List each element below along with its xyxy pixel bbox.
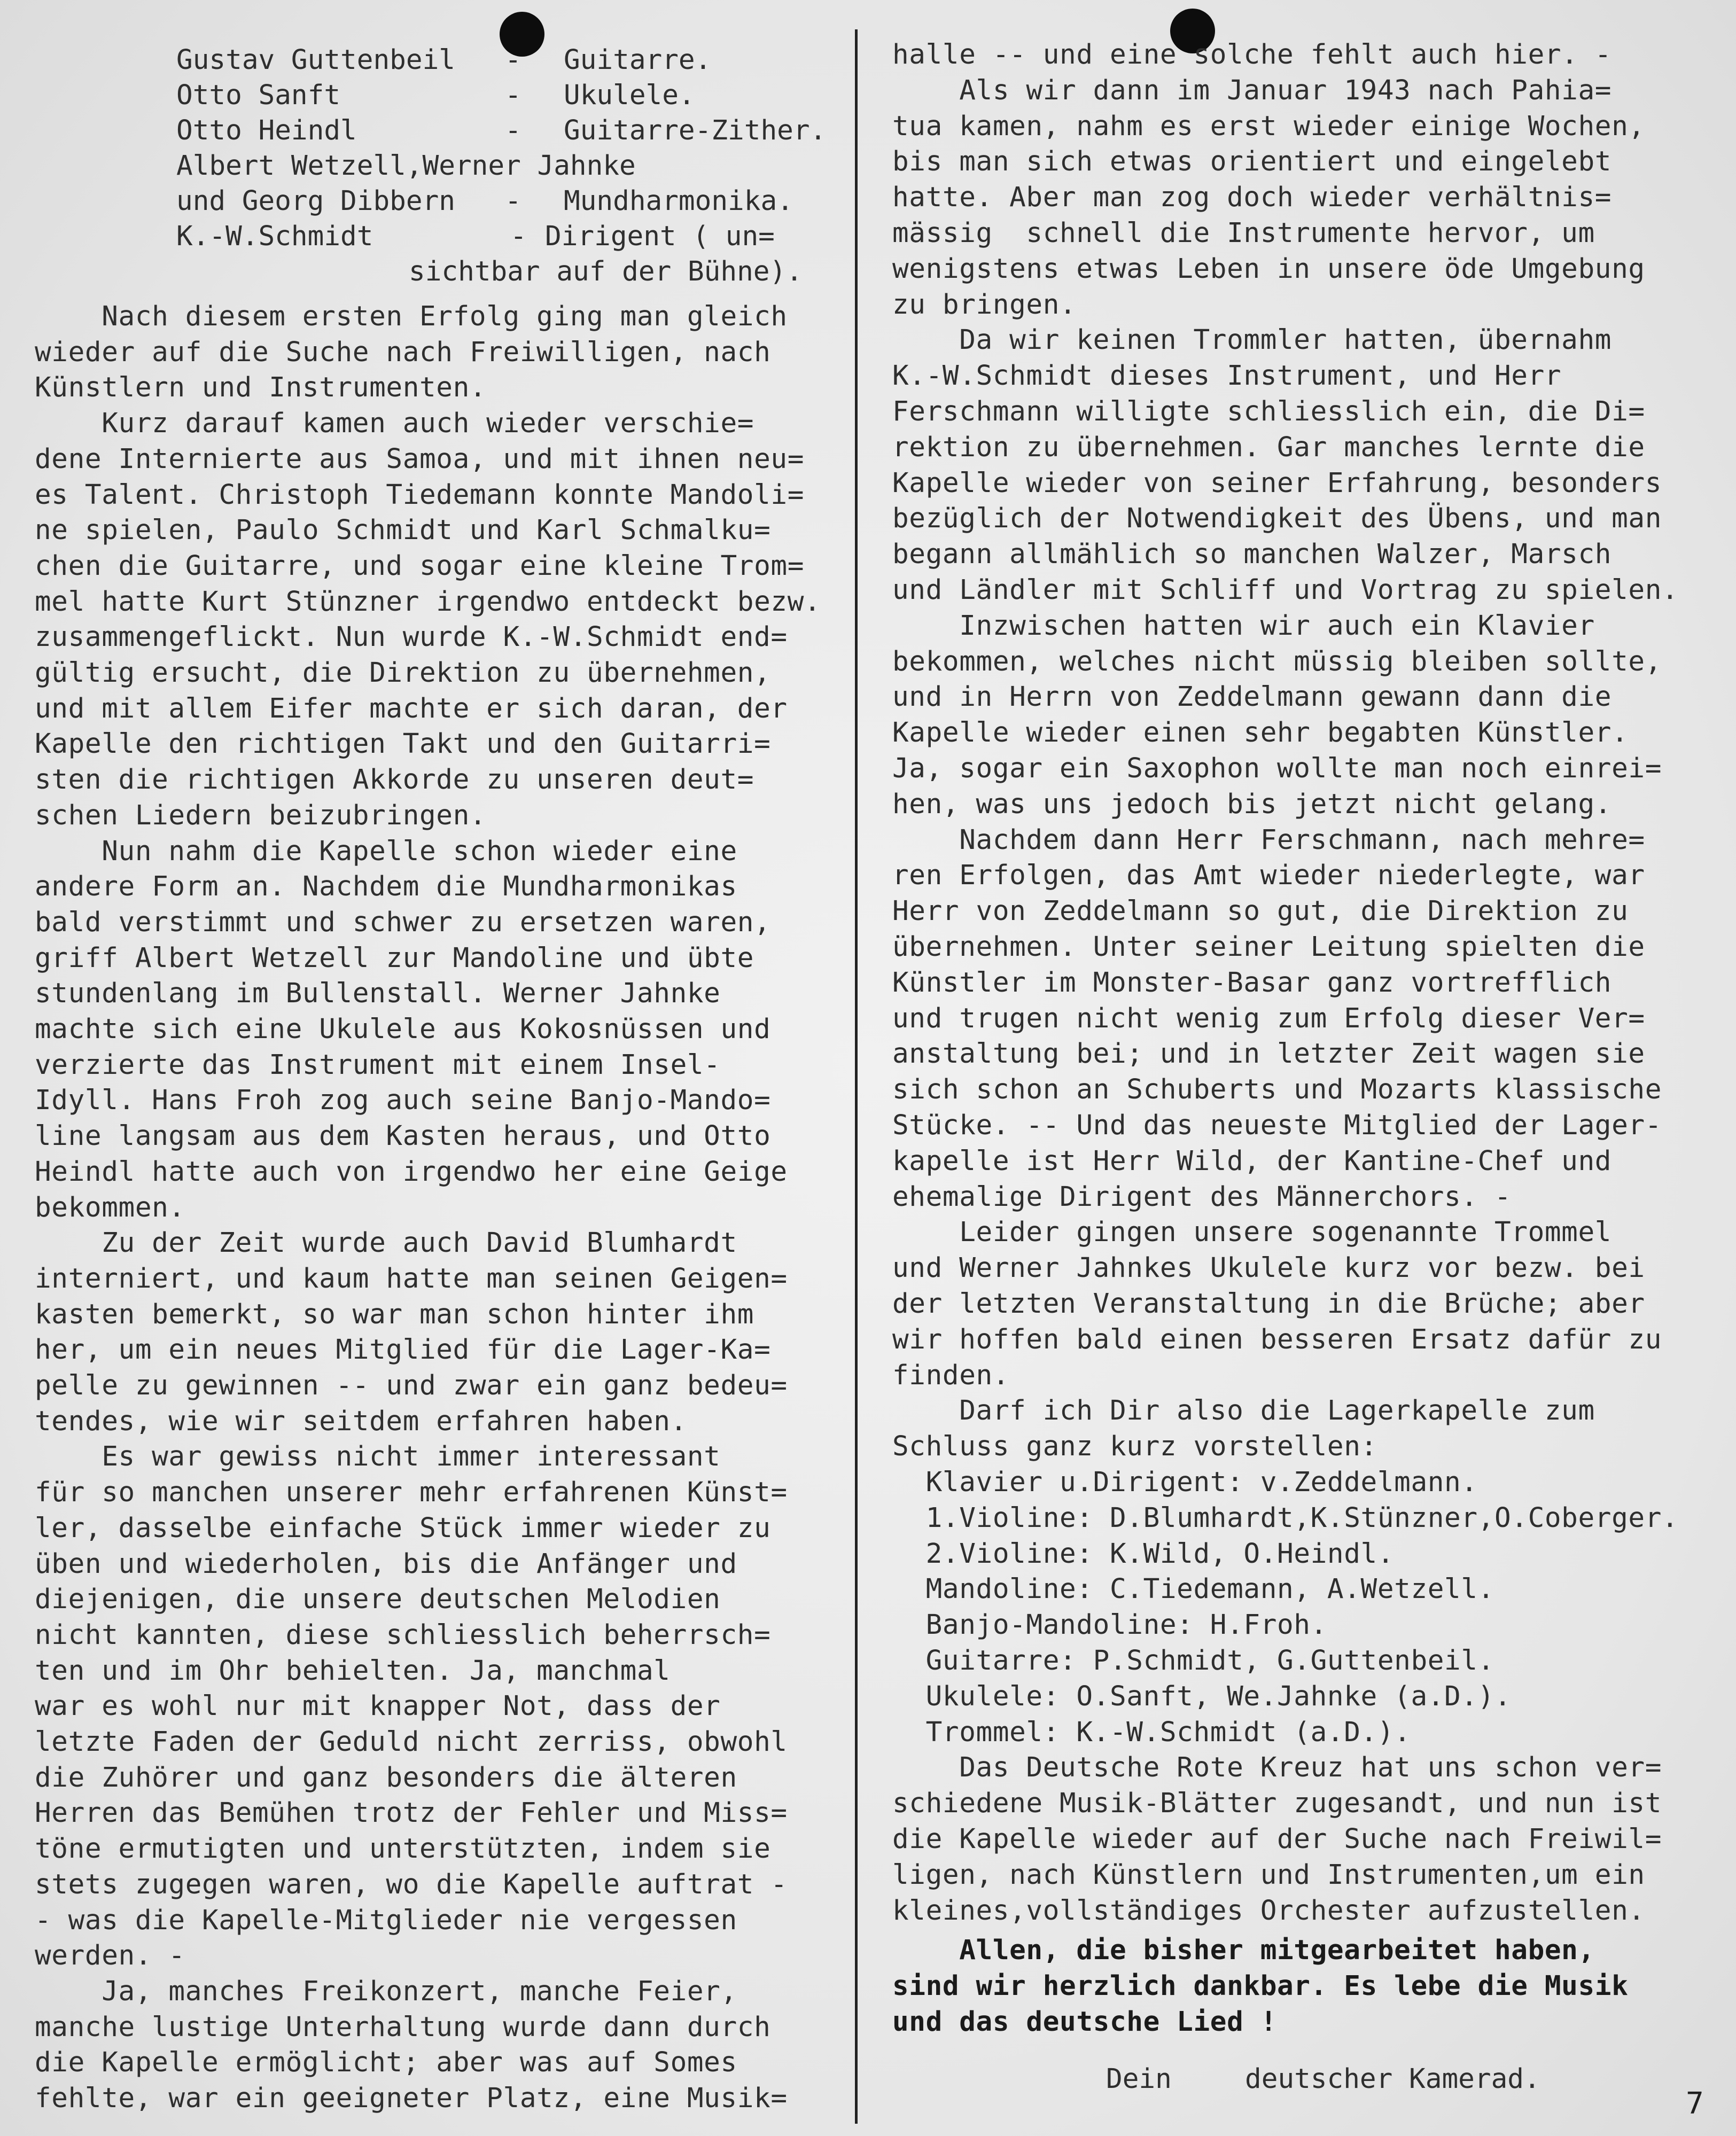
text-line: letzte Faden der Geduld nicht zerriss, obwohl <box>35 1726 788 1758</box>
text-line: Herr von Zeddelmann so gut, die Direktion zu <box>892 895 1629 927</box>
roster-instrument: Ukulele. <box>564 80 695 111</box>
closing-line: Allen, die bisher mitgearbeitet haben, <box>892 1935 1595 1967</box>
roster-name: Gustav Guttenbeil <box>176 44 455 76</box>
roster-instrument: Dirigent ( un= <box>545 221 775 252</box>
text-line: schiedene Musik-Blätter zugesandt, und nun ist <box>892 1788 1662 1820</box>
text-line: ler, dasselbe einfache Stück immer wieder zu <box>35 1512 771 1544</box>
text-line: finden. <box>892 1359 1010 1391</box>
text-line: wenigstens etwas Leben in unsere öde Umgebung <box>892 253 1645 285</box>
text-line: bekommen, welches nicht müssig bleiben sollte, <box>892 645 1662 677</box>
text-line: Zu der Zeit wurde auch David Blumhardt <box>35 1227 737 1259</box>
text-line: ren Erfolgen, das Amt wieder niederlegte, war <box>892 860 1645 892</box>
text-line: mässig schnell die Instrumente hervor, um <box>892 217 1595 249</box>
text-line: Ja, sogar ein Saxophon wollte man noch einrei= <box>892 753 1662 784</box>
roster-name: und Georg Dibbern <box>176 185 455 217</box>
text-line: anstaltung bei; und in letzter Zeit wagen sie <box>892 1038 1645 1070</box>
text-line: bezüglich der Notwendigkeit des Übens, und man <box>892 503 1662 535</box>
text-line: andere Form an. Nachdem die Mundharmonikas <box>35 871 737 903</box>
text-line: Künstler im Monster-Basar ganz vortrefflich <box>892 966 1612 999</box>
text-line: zu bringen. <box>892 289 1077 321</box>
text-line: Nach diesem ersten Erfolg ging man gleich <box>35 301 788 332</box>
text-line: stundenlang im Bullenstall. Werner Jahnke <box>35 978 721 1010</box>
text-line: Banjo-Mandoline: H.Froh. <box>892 1609 1327 1641</box>
text-line: Heindl hatte auch von irgendwo her eine Geige <box>35 1156 788 1188</box>
text-line: pelle zu gewinnen -- und zwar ein ganz bedeu= <box>35 1370 788 1401</box>
text-line: dene Internierte aus Samoa, und mit ihnen neu= <box>35 443 805 475</box>
text-line: sten die richtigen Akkorde zu unseren deut= <box>35 764 754 796</box>
text-line: war es wohl nur mit knapper Not, dass der <box>35 1690 721 1722</box>
text-line: Es war gewiss nicht immer interessant <box>35 1441 721 1473</box>
text-line: ten und im Ohr behielten. Ja, manchmal <box>35 1655 671 1687</box>
text-line: Trommel: K.-W.Schmidt (a.D.). <box>892 1716 1411 1748</box>
text-line: bis man sich etwas orientiert und eingelebt <box>892 146 1612 178</box>
text-line: mel hatte Kurt Stünzner irgendwo entdeckt bezw. <box>35 586 821 618</box>
text-line: kapelle ist Herr Wild, der Kantine-Chef und <box>892 1145 1612 1177</box>
text-line: Kurz darauf kamen auch wieder verschie= <box>35 408 754 440</box>
text-line: Herren das Bemühen trotz der Fehler und Miss= <box>35 1797 788 1829</box>
roster-dash: - <box>505 115 521 146</box>
text-line: die Kapelle ermöglicht; aber was auf Somes <box>35 2047 737 2079</box>
text-line: und trugen nicht wenig zum Erfolg dieser Ver= <box>892 1002 1645 1034</box>
roster-continuation: sichtbar auf der Bühne). <box>409 256 803 287</box>
text-line: Ferschmann willigte schliesslich ein, die Di= <box>892 396 1645 427</box>
text-line: halle -- und eine solche fehlt auch hier. - <box>892 39 1612 71</box>
text-line: sich schon an Schuberts und Mozarts klassische <box>892 1074 1662 1106</box>
text-line: ne spielen, Paulo Schmidt und Karl Schmalku= <box>35 514 771 547</box>
text-line: übernehmen. Unter seiner Leitung spielten die <box>892 931 1645 963</box>
text-line: tua kamen, nahm es erst wieder einige Wochen, <box>892 110 1645 142</box>
text-line: gültig ersucht, die Direktion zu übernehmen, <box>35 657 771 689</box>
text-line: tendes, wie wir seitdem erfahren haben. <box>35 1405 687 1437</box>
text-line: nicht kannten, diese schliesslich beherrsch= <box>35 1619 771 1651</box>
text-line: stets zugegen waren, wo die Kapelle auftrat - <box>35 1868 788 1900</box>
text-line: 2.Violine: K.Wild, O.Heindl. <box>892 1538 1395 1570</box>
text-line: Das Deutsche Rote Kreuz hat uns schon ver= <box>892 1752 1662 1784</box>
text-line: chen die Guitarre, und sogar eine kleine Trom= <box>35 550 805 582</box>
text-line: machte sich eine Ukulele aus Kokosnüssen und <box>35 1014 771 1045</box>
text-line: Darf ich Dir also die Lagerkapelle zum <box>892 1395 1595 1427</box>
closing-line: sind wir herzlich dankbar. Es lebe die Musik <box>892 1970 1629 2002</box>
text-line: K.-W.Schmidt dieses Instrument, und Herr <box>892 360 1562 392</box>
text-line: Als wir dann im Januar 1943 nach Pahia= <box>892 74 1612 106</box>
text-line: Leider gingen unsere sogenannte Trommel <box>892 1217 1612 1249</box>
roster-dash: - <box>505 80 521 111</box>
text-line: und Ländler mit Schliff und Vortrag zu spielen. <box>892 574 1679 606</box>
text-line: interniert, und kaum hatte man seinen Geigen= <box>35 1262 788 1295</box>
text-line: werden. - <box>35 1940 185 1972</box>
text-line: Mandoline: C.Tiedemann, A.Wetzell. <box>892 1573 1494 1605</box>
text-line: für so manchen unserer mehr erfahrenen Künst= <box>35 1477 788 1509</box>
closing-line: und das deutsche Lied ! <box>892 2006 1278 2038</box>
text-line: bekommen. <box>35 1191 185 1223</box>
roster-dash: - <box>505 44 521 76</box>
text-line: ligen, nach Künstlern und Instrumenten,um ein <box>892 1859 1645 1891</box>
text-line: fehlte, war ein geeigneter Platz, eine Musik= <box>35 2083 788 2114</box>
text-line: üben und wiederholen, bis die Anfänger und <box>35 1548 737 1580</box>
roster-instrument: Mundharmonika. <box>564 185 793 217</box>
text-line: griff Albert Wetzell zur Mandoline und übte <box>35 942 754 974</box>
text-line: manche lustige Unterhaltung wurde dann durch <box>35 2011 771 2043</box>
text-line: Nun nahm die Kapelle schon wieder eine <box>35 835 737 867</box>
text-line: bald verstimmt und schwer zu ersetzen waren, <box>35 906 771 938</box>
roster-name: Albert Wetzell,Werner Jahnke <box>176 150 636 182</box>
text-line: rektion zu übernehmen. Gar manches lernte die <box>892 431 1645 463</box>
text-line: Kapelle wieder von seiner Erfahrung, besonders <box>892 467 1662 499</box>
page-number: 7 <box>1686 2086 1704 2121</box>
text-line: Ukulele: O.Sanft, We.Jahnke (a.D.). <box>892 1680 1512 1712</box>
text-line: zusammengeflickt. Nun wurde K.-W.Schmidt end= <box>35 621 788 653</box>
text-line: es Talent. Christoph Tiedemann konnte Mandoli= <box>35 479 805 511</box>
text-line: diejenigen, die unsere deutschen Melodien <box>35 1584 721 1616</box>
text-line: töne ermutigten und unterstützten, indem sie <box>35 1833 771 1865</box>
text-line: Kapelle wieder einen sehr begabten Künstler. <box>892 717 1629 749</box>
text-line: Nachdem dann Herr Ferschmann, nach mehre= <box>892 824 1645 856</box>
text-line: line langsam aus dem Kasten heraus, und Otto <box>35 1120 771 1152</box>
text-line: hatte. Aber man zog doch wieder verhältnis= <box>892 182 1612 214</box>
text-line: Kapelle den richtigen Takt und den Guitarri= <box>35 728 771 760</box>
text-line: her, um ein neues Mitglied für die Lager-Ka= <box>35 1334 771 1366</box>
text-line: kleines,vollständiges Orchester aufzustellen. <box>892 1895 1645 1927</box>
text-line: die Zuhörer und ganz besonders die älteren <box>35 1761 737 1794</box>
text-line: wieder auf die Suche nach Freiwilligen, nach <box>35 336 771 368</box>
signoff-kamerad: deutscher Kamerad. <box>1245 2063 1540 2095</box>
text-line: - was die Kapelle-Mitglieder nie vergessen <box>35 1904 737 1936</box>
text-line: Schluss ganz kurz vorstellen: <box>892 1431 1377 1463</box>
roster-name: Otto Heindl <box>176 115 357 146</box>
text-line: und Werner Jahnkes Ukulele kurz vor bezw. bei <box>892 1252 1645 1284</box>
roster-instrument: Guitarre. <box>564 44 712 76</box>
text-line: begann allmählich so manchen Walzer, Marsch <box>892 539 1612 571</box>
text-line: Inzwischen hatten wir auch ein Klavier <box>892 610 1595 642</box>
roster-dash: - <box>505 185 521 217</box>
text-line: Idyll. Hans Froh zog auch seine Banjo-Mando= <box>35 1085 771 1117</box>
text-line: Ja, manches Freikonzert, manche Feier, <box>35 1975 737 2007</box>
text-line: Guitarre: P.Schmidt, G.Guttenbeil. <box>892 1645 1494 1677</box>
text-line: und mit allem Eifer machte er sich daran, der <box>35 692 788 724</box>
signoff-dein: Dein <box>1106 2063 1172 2095</box>
column-divider <box>855 29 858 2124</box>
text-line: schen Liedern beizubringen. <box>35 799 487 831</box>
text-line: ehemalige Dirigent des Männerchors. - <box>892 1181 1512 1213</box>
text-line: Künstlern und Instrumenten. <box>35 372 487 404</box>
roster-name: K.-W.Schmidt <box>176 221 373 252</box>
text-line: hen, was uns jedoch bis jetzt nicht gelang. <box>892 788 1612 820</box>
text-line: Da wir keinen Trommler hatten, übernahm <box>892 324 1612 356</box>
text-line: und in Herrn von Zeddelmann gewann dann die <box>892 681 1612 713</box>
text-line: die Kapelle wieder auf der Suche nach Freiwil= <box>892 1823 1662 1855</box>
roster-dash: - <box>510 221 527 252</box>
roster-name: Otto Sanft <box>176 80 341 111</box>
text-line: der letzten Veranstaltung in die Brüche; aber <box>892 1288 1645 1320</box>
roster-instrument: Guitarre-Zither. <box>564 115 827 146</box>
text-line: kasten bemerkt, so war man schon hinter ihm <box>35 1298 754 1330</box>
text-line: Klavier u.Dirigent: v.Zeddelmann. <box>892 1467 1478 1498</box>
text-line: 1.Violine: D.Blumhardt,K.Stünzner,O.Coberger. <box>892 1502 1679 1534</box>
text-line: Stücke. -- Und das neueste Mitglied der Lager- <box>892 1110 1662 1141</box>
text-line: wir hoffen bald einen besseren Ersatz dafür zu <box>892 1323 1662 1355</box>
text-line: verzierte das Instrument mit einem Insel- <box>35 1049 721 1081</box>
